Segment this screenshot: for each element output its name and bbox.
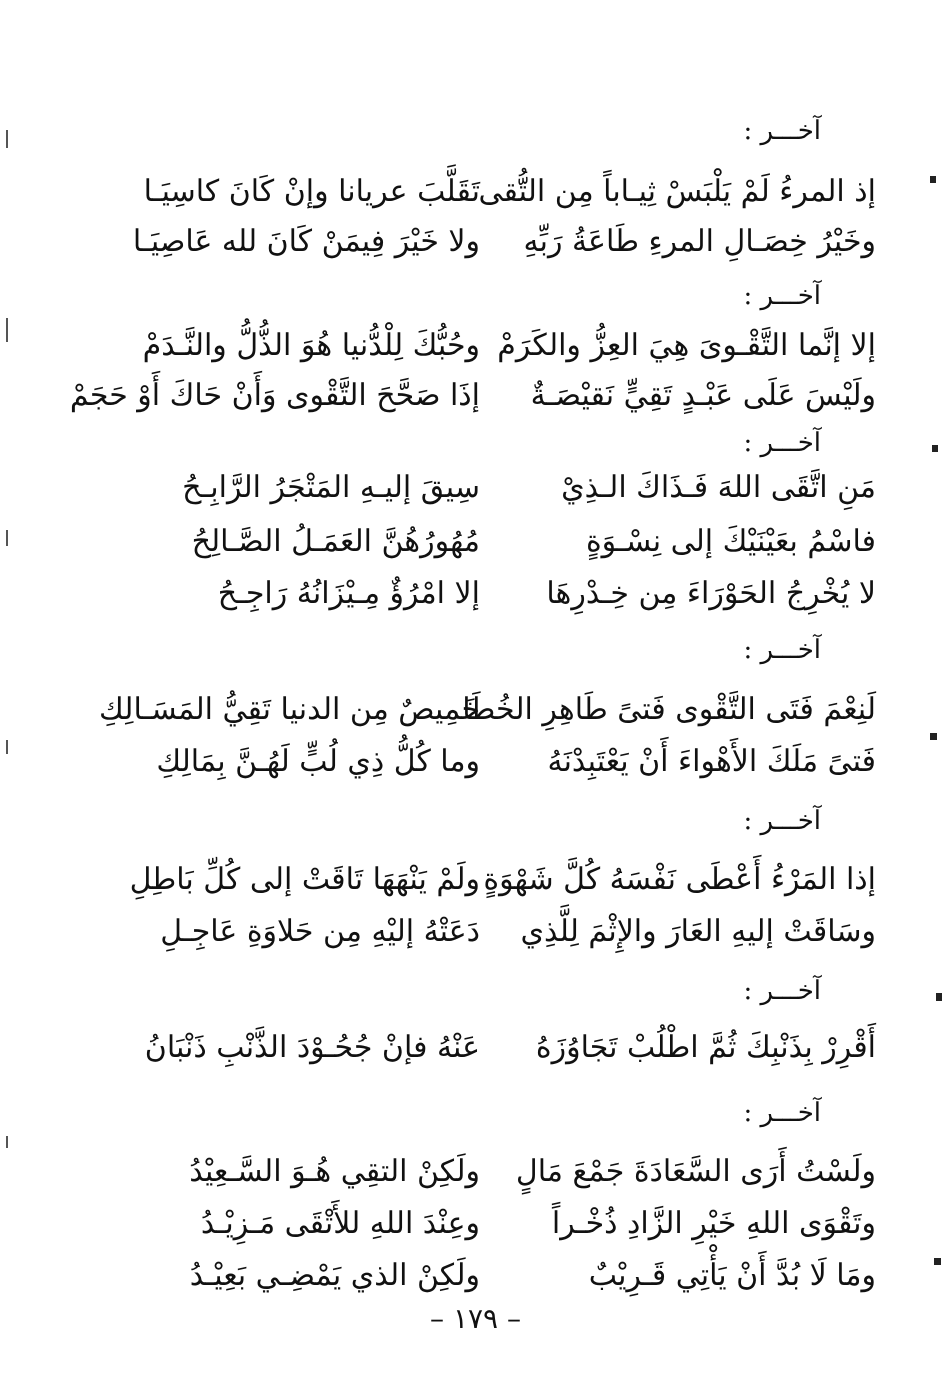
verse-second-hemistich: إلا امْرُؤٌ مِـيْزَانُهُ رَاجِـحُ [217, 576, 480, 611]
verse-first-hemistich: وخَيْرُ خِصَـالِ المرءِ طَاعَةُ رَبِّهِ [523, 224, 876, 259]
verse-line [120, 220, 876, 264]
margin-tick [6, 740, 8, 754]
verse-line [120, 858, 876, 902]
verse-line [120, 1150, 876, 1194]
verse-first-hemistich: إلا إنَّما التَّقْـوىَ هِيَ العِزُّ والكَرَمْ [497, 328, 876, 363]
verse-first-hemistich: إذا المَرْءُ أَعْطَى نَفْسَهُ كُلَّ شَهْوَةٍ [483, 862, 876, 897]
scan-speck [930, 176, 936, 183]
verse-second-hemistich: مُهُورُهُنَّ العَمَـلُ الصَّـالِحُ [191, 524, 480, 559]
section-heading: آخـــر : [743, 635, 821, 665]
section-heading: آخـــر : [743, 281, 821, 311]
page-number: – ١٧٩ – [430, 1302, 521, 1335]
margin-tick [6, 1136, 8, 1148]
verse-second-hemistich: وما كُلُّ ذِي لُبٍّ لَهُـنَّ بِمَالِكِ [156, 744, 480, 779]
verse-first-hemistich: لا يُخْرِجُ الحَوْرَاءَ مِن خِـدْرِهَا [546, 576, 876, 611]
verse-line [120, 324, 876, 368]
verse-second-hemistich: سِيقَ إليـهِ المَتْجَرُ الرَّابِـحُ [182, 470, 480, 505]
verse-line [120, 466, 876, 510]
section-heading: آخـــر : [743, 806, 821, 836]
verse-line [120, 1254, 876, 1298]
scan-speck [930, 733, 937, 740]
verse-line [120, 520, 876, 564]
section-heading: آخـــر : [743, 116, 821, 146]
verse-line [69, 374, 876, 418]
verse-second-hemistich: وحُبُّكَ لِلْدُّنيا هُوَ الذُّلُّ والنَّـدَمْ [142, 328, 480, 363]
margin-tick [6, 530, 8, 546]
section-heading: آخـــر : [743, 428, 821, 458]
verse-line [120, 170, 876, 214]
scan-speck [934, 1258, 941, 1265]
verse-first-hemistich: فاسْمُ بعَيْنَيْكَ إلى نِسْـوَةٍ [585, 524, 876, 559]
verse-first-hemistich: ولَسْتُ أَرَى السَّعَادَةَ جَمْعَ مَالٍ [515, 1154, 876, 1189]
margin-tick [6, 318, 8, 342]
verse-second-hemistich: ولَمْ يَنْهَهَا تَاقَتْ إلى كُلِّ بَاطِلِ [129, 862, 480, 897]
verse-second-hemistich: ولَكِنْ الذي يَمْضِـي بَعِيْـدُ [189, 1258, 480, 1293]
verse-first-hemistich: ولَيْسَ عَلَى عَبْـدٍ تَقِيٍّ نَقيْصَـةٌ [530, 378, 876, 413]
verse-second-hemistich: عَنْهُ فإنْ جُحُـوْدَ الذَّنْبِ ذَنْبَانُ [144, 1030, 480, 1065]
verse-line [120, 1202, 876, 1246]
verse-second-hemistich: إذَا صَحَّحَ التَّقْوى وَأَنْ حَاكَ أَوْ حَجَمْ [69, 378, 480, 413]
section-heading: آخـــر : [743, 976, 821, 1006]
section-heading: آخـــر : [743, 1098, 821, 1128]
verse-second-hemistich: ولَكِنْ التقِي هُـوَ السَّـعِيْدُ [189, 1154, 480, 1189]
verse-first-hemistich: ومَا لَا بُدَّ أَنْ يَأْتِي قَـرِيْبٌ [588, 1258, 876, 1293]
margin-tick [6, 130, 8, 148]
verse-first-hemistich: فَتىً مَلَكَ الأَهْواءَ أَنْ يَعْتَبِدْنَهُ [547, 744, 876, 779]
verse-first-hemistich: مَنِ اتَّقَى اللهَ فَـذَاكَ الـذِيْ [561, 470, 876, 505]
verse-line [120, 910, 876, 954]
verse-first-hemistich: وسَاقَتْ إليهِ العَارَ والإِثْمَ لِلَّذِي [520, 914, 876, 949]
verse-first-hemistich: إذ المرءُ لَمْ يَلْبَسْ ثِيـاباً مِن التُّقى [478, 174, 876, 209]
verse-line [99, 688, 876, 732]
verse-first-hemistich: أَقْرِرْ بِذَنْبِكَ ثُمَّ اطْلُبْ تَجَاوُزَهُ [535, 1030, 876, 1065]
verse-first-hemistich: لَنِعْمَ فَتَى التَّقْوى فَتىً طَاهِرِ الخُطَا [462, 692, 876, 727]
scan-speck [932, 445, 938, 452]
verse-line [120, 572, 876, 616]
verse-first-hemistich: وتَقْوَى اللهِ خَيْرِ الزَّادِ ذُخْـراً [551, 1206, 876, 1241]
verse-second-hemistich: وعِنْدَ اللهِ للأَتْقَى مَـزِيْـدُ [200, 1206, 480, 1241]
scan-speck [936, 993, 942, 1001]
verse-line [120, 740, 876, 784]
verse-line [120, 1026, 876, 1070]
verse-second-hemistich: خَمِيصٌ مِن الدنيا تَقِيُّ المَسَـالِكِ [99, 692, 480, 727]
verse-second-hemistich: ولا خَيْرَ فِيمَنْ كَانَ لله عَاصِيَـا [132, 224, 480, 259]
verse-second-hemistich: تَقَلَّبَ عريانا وإنْ كَانَ كاسِيَـا [143, 174, 480, 209]
verse-second-hemistich: دَعَتْهُ إليْهِ مِن حَلاوَةِ عَاجِـلِ [160, 914, 480, 949]
